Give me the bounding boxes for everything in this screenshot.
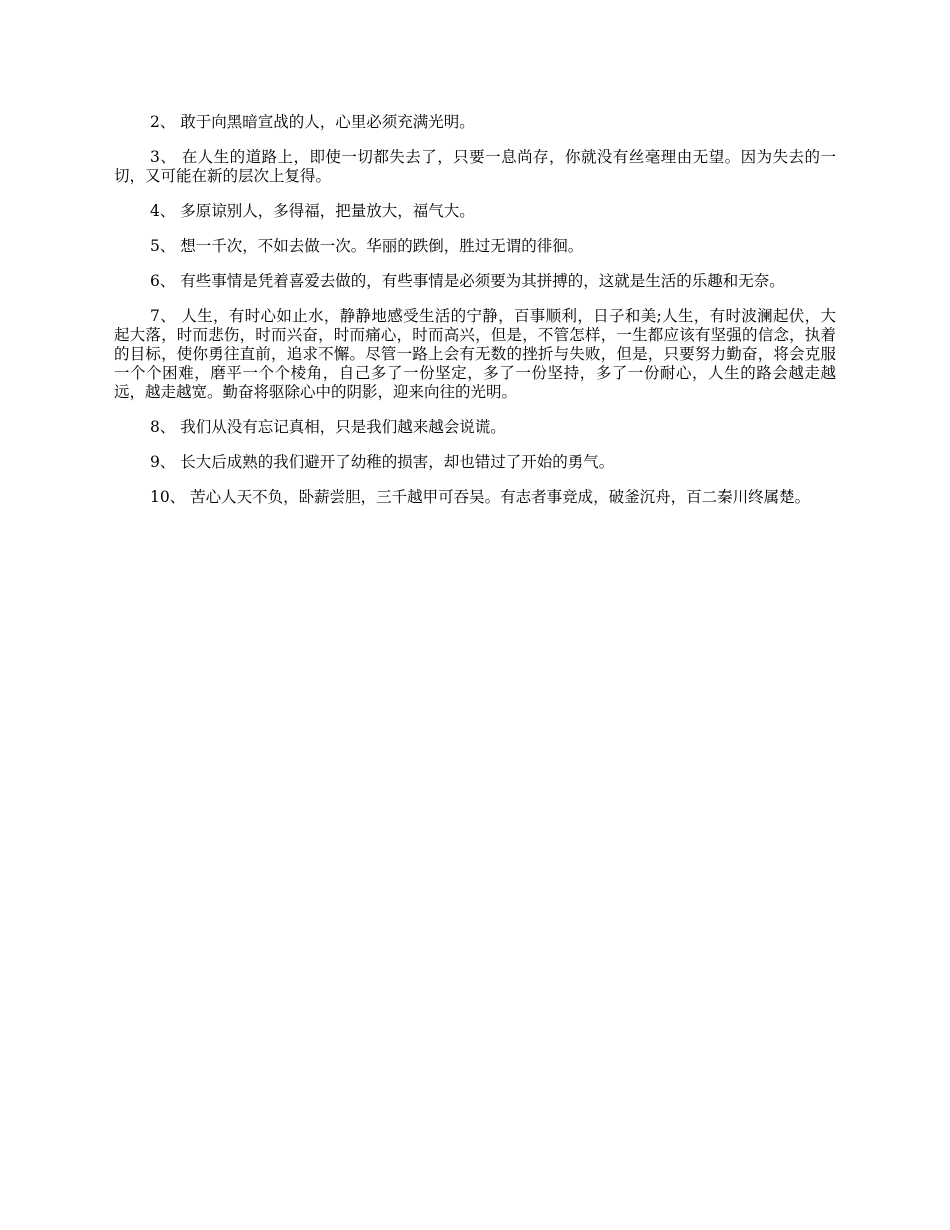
- quote-paragraph-4: 4、 多原谅别人，多得福，把量放大，福气大。: [150, 202, 475, 220]
- quote-paragraph-10: 10、 苦心人天不负，卧薪尝胆，三千越甲可吞吴。有志者事竞成，破釜沉舟，百二秦川终属楚。: [150, 488, 811, 506]
- quote-paragraph-5: 5、 想一千次，不如去做一次。华丽的跌倒，胜过无谓的徘徊。: [150, 237, 584, 255]
- quote-paragraph-2: 2、 敢于向黑暗宣战的人，心里必须充满光明。: [150, 113, 475, 131]
- quote-paragraph-6: 6、 有些事情是凭着喜爱去做的，有些事情是必须要为其拼搏的，这就是生活的乐趣和无奈。: [150, 272, 785, 290]
- quote-paragraph-8: 8、 我们从没有忘记真相，只是我们越来越会说谎。: [150, 418, 506, 436]
- document-body: [114, 113, 836, 523]
- quote-paragraph-3: 3、 在人生的道路上，即使一切都失去了，只要一息尚存，你就没有丝毫理由无望。因为失去的一切，又可能在新的层次上复得。: [114, 148, 836, 185]
- quote-paragraph-9: 9、 长大后成熟的我们避开了幼稚的损害，却也错过了开始的勇气。: [150, 453, 615, 471]
- quote-paragraph-7: 7、 人生，有时心如止水，静静地感受生活的宁静，百事顺利，日子和美;人生，有时波澜起伏，大起大落，时而悲伤，时而兴奋，时而痛心，时而高兴，但是，不管怎样，一生都应该有坚强的信念，执着的目标，使你勇往直前，追求不懈。尽管一路上会有无数的挫折与失败，但是，只要努力勤奋，将会克服一个个困难，磨平一个个棱角，自己多了一份坚定，多了一份坚持，多了一份耐心，人生的路会越走越远，越走越宽。勤奋将驱除心中的阴影，迎来向往的光明。: [114, 307, 836, 401]
